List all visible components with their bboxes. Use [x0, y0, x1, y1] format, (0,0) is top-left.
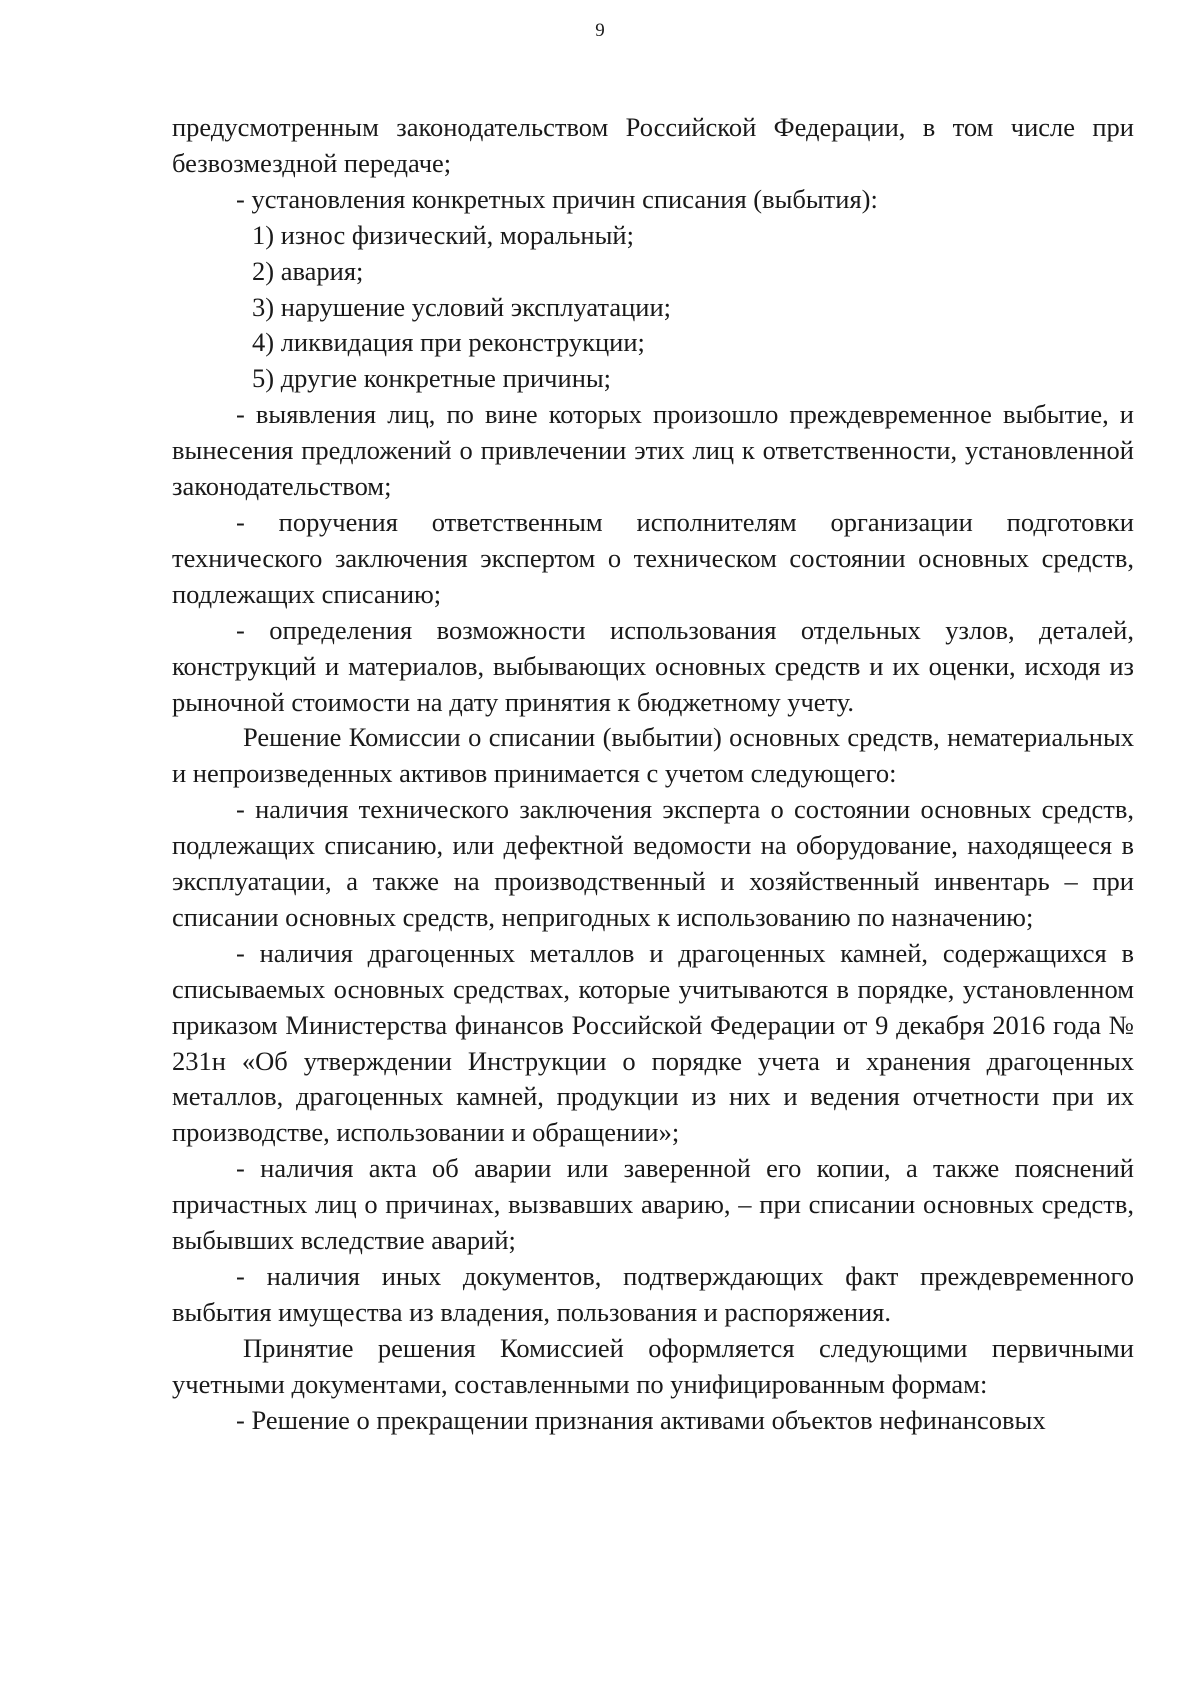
paragraph: 3) нарушение условий эксплуатации;: [252, 291, 672, 322]
document-body: [172, 110, 1134, 1439]
paragraph: - наличия иных документов, подтверждающих факт преждевременного выбытия имущества из владения, пользования и распоряжения.: [172, 1261, 1134, 1327]
paragraph: - установления конкретных причин списания (выбытия):: [236, 183, 878, 214]
paragraph: 1) износ физический, моральный;: [252, 219, 634, 250]
paragraph: 4) ликвидация при реконструкции;: [252, 327, 645, 358]
paragraph: Решение Комиссии о списании (выбытии) основных средств, нематериальных и непроизведенных активов принимается с учетом следующего:: [172, 722, 1134, 789]
paragraph: - выявления лиц, по вине которых произошло преждевременное выбытие, и вынесения предложений о привлечении этих лиц к ответственности, установленной законодательством;: [172, 399, 1134, 502]
paragraph: - определения возможности использования отдельных узлов, деталей, конструкций и материалов, выбывающих основных средств и их оценки, исходя из рыночной стоимости на дату принятия к бюджетному учету.: [172, 614, 1134, 717]
paragraph: - наличия драгоценных металлов и драгоценных камней, содержащихся в списываемых основных средствах, которые учитываются в порядке, установленном приказом Министерства финансов Российской Федерации от 9 декабря 2016 года № 231н «Об утверждении Инструкции о порядке учета и хранения драгоценных металлов, драгоценных камней, продукции из них и ведения отчетности при их производстве, использовании и обращении»;: [172, 937, 1134, 1148]
paragraph: - Решение о прекращении признания активами объектов нефинансовых: [236, 1404, 1046, 1435]
paragraph: - поручения ответственным исполнителям организации подготовки технического заключения экспертом о техническом состоянии основных средств, подлежащих списанию;: [172, 506, 1134, 609]
paragraph: - наличия технического заключения эксперта о состоянии основных средств, подлежащих списанию, или дефектной ведомости на оборудование, находящееся в эксплуатации, а также на производственный и хозяйственный инвентарь – при списании основных средств, непригодных к использованию по назначению;: [172, 794, 1134, 932]
paragraph: Принятие решения Комиссией оформляется следующими первичными учетными документами, составленными по унифицированным формам:: [172, 1332, 1134, 1399]
paragraph: 2) авария;: [252, 255, 364, 286]
paragraph: предусмотренным законодательством Российской Федерации, в том числе при безвозмездной передаче;: [172, 112, 1134, 178]
paragraph: 5) другие конкретные причины;: [252, 363, 612, 394]
paragraph: - наличия акта об аварии или заверенной его копии, а также пояснений причастных лиц о причинах, вызвавших аварию, – при списании основных средств, выбывших вследствие аварий;: [172, 1153, 1134, 1256]
page-number: 9: [595, 20, 605, 41]
